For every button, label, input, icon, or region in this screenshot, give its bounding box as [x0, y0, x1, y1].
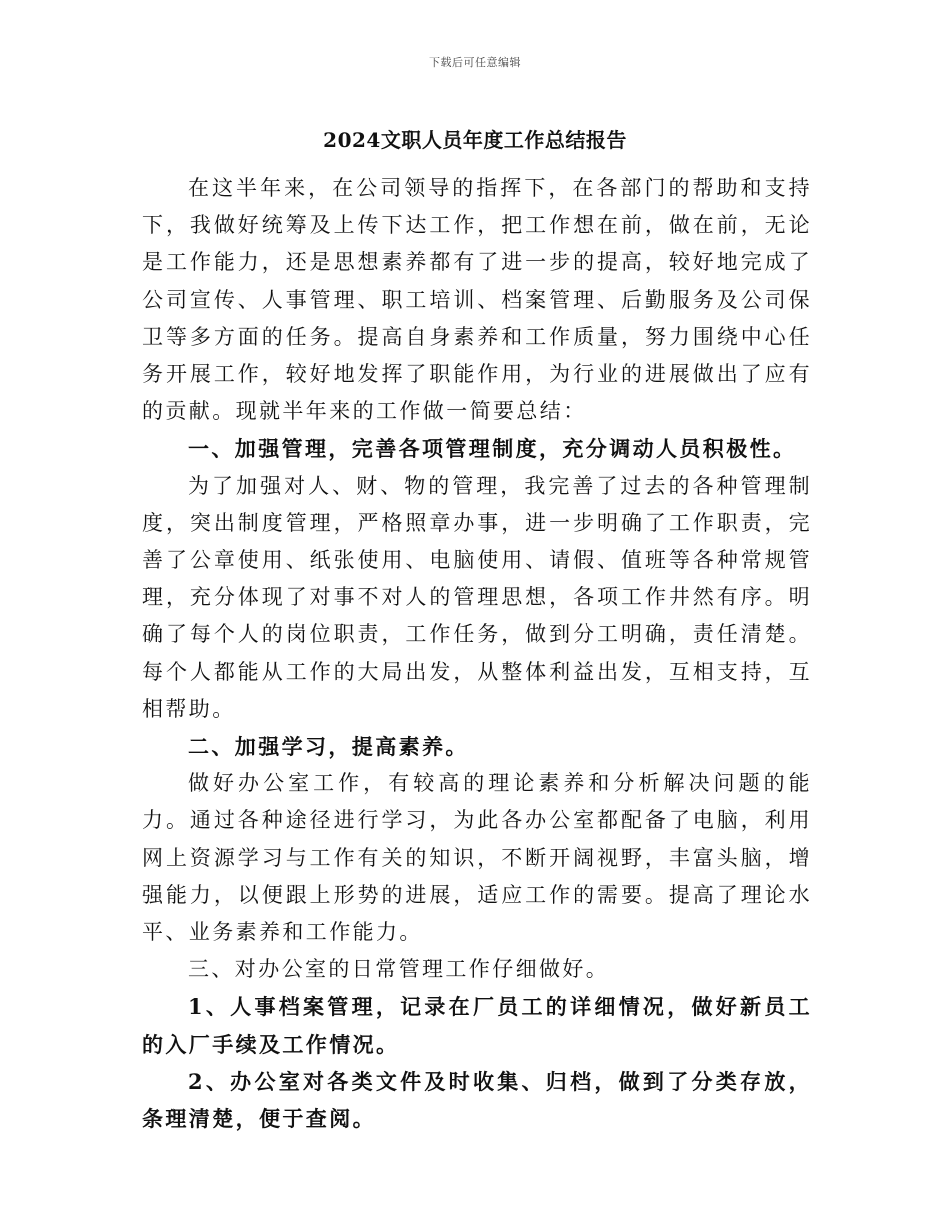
section-heading-3: 三、对办公室的日常管理工作仔细做好。: [188, 957, 610, 982]
header-note: 下载后可任意编辑: [429, 56, 521, 69]
document-body: [142, 170, 812, 1137]
document-title: 2024文职人员年度工作总结报告: [323, 128, 627, 152]
section-paragraph-2: 做好办公室工作，有较高的理论素养和分析解决问题的能力。通过各种途径进行学习，为此各办公室都配备了电脑，利用网上资源学习与工作有关的知识，不断开阔视野，丰富头脑，增强能力，以便跟上形势的进展，适应工作的需要。提高了理论水平、业务素养和工作能力。: [142, 771, 812, 945]
list-item-1: 1、人事档案管理，记录在厂员工的详细情况，做好新员工的入厂手续及工作情况。: [142, 994, 812, 1057]
section-paragraph-1: 为了加强对人、财、物的管理，我完善了过去的各种管理制度，突出制度管理，严格照章办事，进一步明确了工作职责，完善了公章使用、纸张使用、电脑使用、请假、值班等各种常规管理，充分体现了对事不对人的管理思想，各项工作井然有序。明确了每个人的岗位职责，工作任务，做到分工明确，责任清楚。每个人都能从工作的大局出发，从整体利益出发，互相支持，互相帮助。: [142, 473, 812, 721]
section-heading-1: 一、加强管理，完善各项管理制度，充分调动人员积极性。: [188, 436, 797, 462]
intro-paragraph: 在这半年来，在公司领导的指挥下，在各部门的帮助和支持下，我做好统筹及上传下达工作，把工作想在前，做在前，无论是工作能力，还是思想素养都有了进一步的提高，较好地完成了公司宣传、人事管理、职工培训、档案管理、后勤服务及公司保卫等多方面的任务。提高自身素养和工作质量，努力围绕中心任务开展工作，较好地发挥了职能作用，为行业的进展做出了应有的贡献。现就半年来的工作做一简要总结：: [142, 176, 812, 424]
list-item-2: 2、办公室对各类文件及时收集、归档，做到了分类存放，条理清楚，便于查阅。: [142, 1068, 812, 1132]
section-heading-2: 二、加强学习，提高素养。: [188, 734, 469, 760]
